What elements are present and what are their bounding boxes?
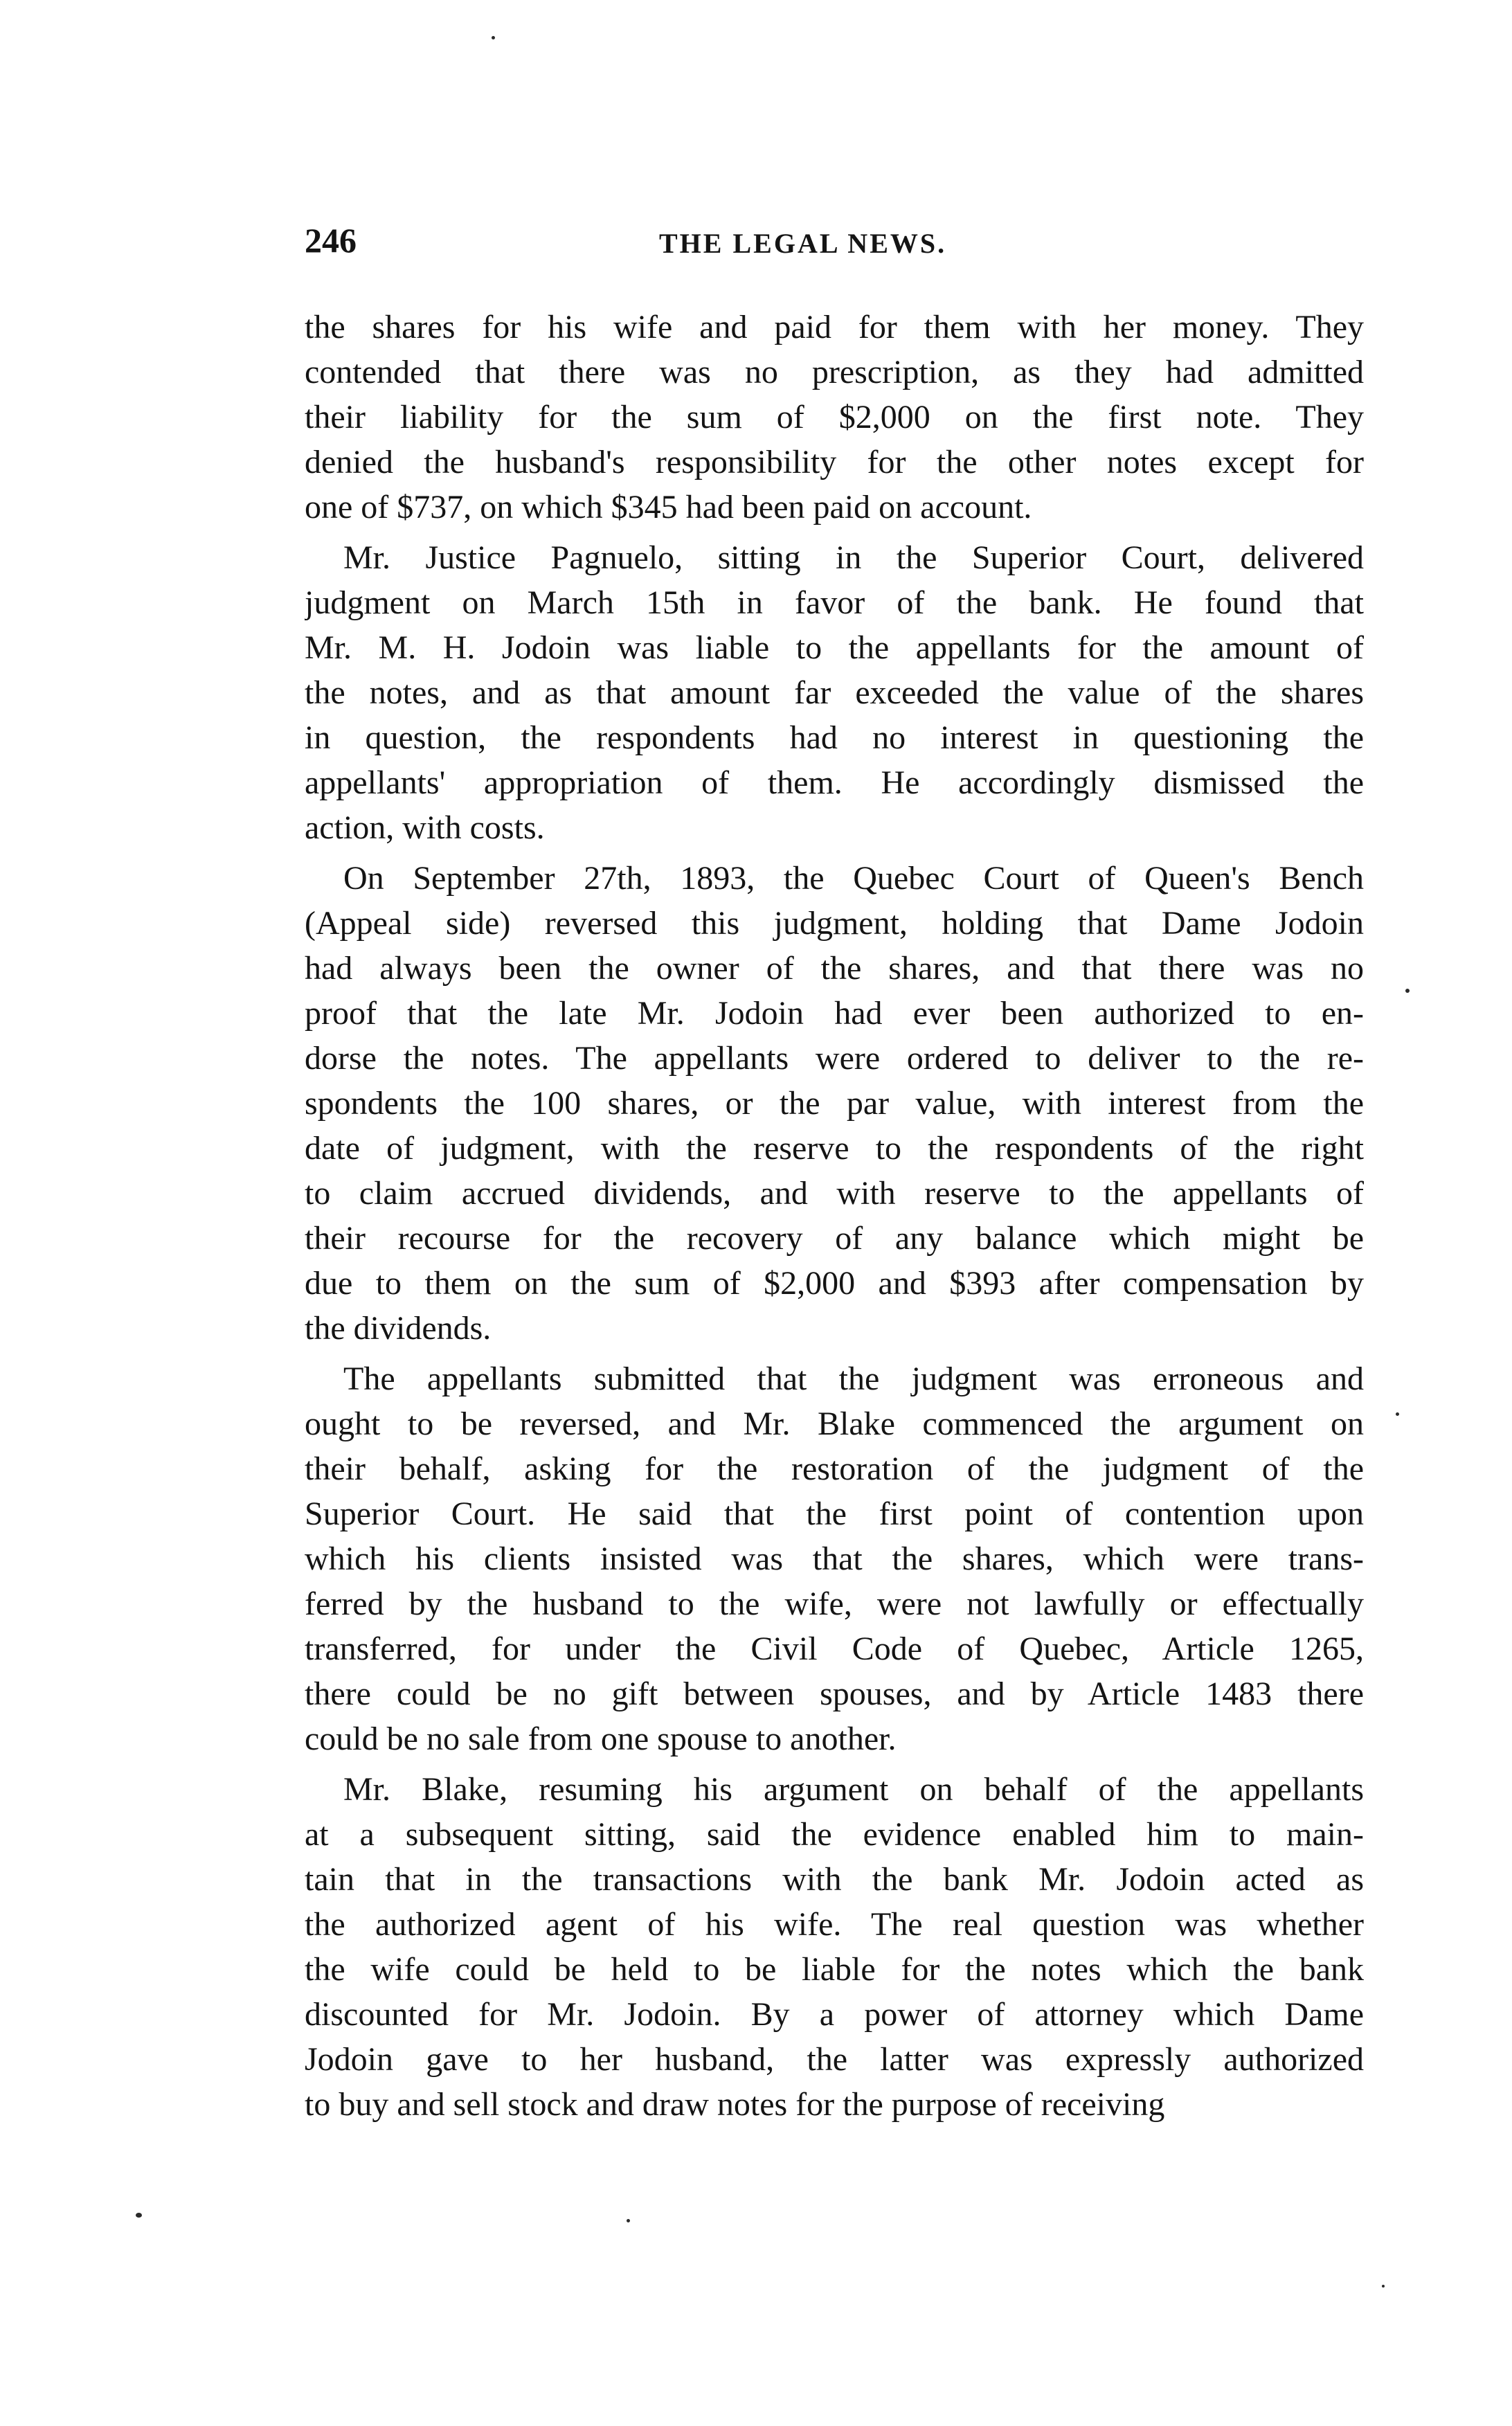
text-line: to buy and sell stock and draw notes for the purpose of receiving — [305, 2086, 1165, 2123]
paragraph — [305, 305, 1364, 530]
text-line: Superior Court. He said that the first point of contention upon — [305, 1495, 1364, 1532]
text-line: denied the husband's responsibility for the other notes except for — [305, 444, 1364, 480]
text-line: could be no sale from one spouse to another. — [305, 1720, 897, 1757]
text-line: action, with costs. — [305, 809, 545, 846]
paragraph — [305, 535, 1364, 850]
text-line: appellants' appropriation of them. He accordingly dismissed the — [305, 764, 1364, 801]
text-line: The appellants submitted that the judgment was erroneous and — [343, 1360, 1364, 1397]
text-line: ferred by the husband to the wife, were not lawfully or effectually — [305, 1585, 1364, 1622]
text-line: to claim accrued dividends, and with reserve to the appellants of — [305, 1175, 1364, 1212]
text-line: the authorized agent of his wife. The real question was whether — [305, 1906, 1364, 1943]
text-line: (Appeal side) reversed this judgment, holding that Dame Jodoin — [305, 905, 1364, 942]
scan-speck — [1405, 989, 1410, 993]
text-line: which his clients insisted was that the shares, which were trans- — [305, 1540, 1364, 1577]
paragraph — [305, 1356, 1364, 1761]
scan-speck — [136, 2213, 142, 2218]
text-line: Mr. M. H. Jodoin was liable to the appellants for the amount of — [305, 629, 1364, 666]
body-text — [305, 305, 1364, 2132]
page-header — [305, 220, 1364, 269]
text-line: ought to be reversed, and Mr. Blake commenced the argument on — [305, 1405, 1364, 1442]
text-line: the notes, and as that amount far exceeded the value of the shares — [305, 674, 1364, 711]
scan-speck — [492, 36, 495, 39]
text-line: transferred, for under the Civil Code of Quebec, Article 1265, — [305, 1630, 1364, 1667]
running-title: THE LEGAL NEWS. — [659, 228, 947, 259]
text-line: Jodoin gave to her husband, the latter was expressly authorized — [305, 2041, 1364, 2078]
text-line: Mr. Blake, resuming his argument on behalf of the appellants — [343, 1771, 1364, 1808]
text-line: the wife could be held to be liable for the notes which the bank — [305, 1951, 1364, 1988]
text-line: discounted for Mr. Jodoin. By a power of attorney which Dame — [305, 1996, 1364, 2033]
text-line: in question, the respondents had no interest in questioning the — [305, 719, 1364, 756]
text-line: had always been the owner of the shares, and that there was no — [305, 950, 1364, 987]
text-line: dorse the notes. The appellants were ordered to deliver to the re- — [305, 1040, 1364, 1077]
text-line: On September 27th, 1893, the Quebec Court of Queen's Bench — [343, 860, 1364, 897]
text-line: spondents the 100 shares, or the par value, with interest from the — [305, 1085, 1364, 1122]
text-line: the dividends. — [305, 1310, 492, 1347]
text-line: at a subsequent sitting, said the evidence enabled him to main- — [305, 1816, 1364, 1853]
text-line: date of judgment, with the reserve to the respondents of the right — [305, 1130, 1364, 1167]
paragraph — [305, 1767, 1364, 2127]
text-line: Mr. Justice Pagnuelo, sitting in the Superior Court, delivered — [343, 539, 1364, 576]
text-line: their behalf, asking for the restoration of the judgment of the — [305, 1450, 1364, 1487]
text-line: proof that the late Mr. Jodoin had ever been authorized to en- — [305, 995, 1364, 1032]
text-line: their recourse for the recovery of any balance which might be — [305, 1220, 1364, 1257]
scan-speck — [1396, 1412, 1399, 1416]
scan-speck — [627, 2219, 630, 2222]
page-number: 246 — [305, 221, 357, 260]
paragraph — [305, 856, 1364, 1351]
text-line: one of $737, on which $345 had been paid on account. — [305, 489, 1032, 525]
scan-speck — [1382, 2285, 1385, 2288]
text-line: there could be no gift between spouses, and by Article 1483 there — [305, 1675, 1364, 1712]
text-line: contended that there was no prescription, as they had admitted — [305, 354, 1364, 390]
text-line: due to them on the sum of $2,000 and $393 after compensation by — [305, 1265, 1364, 1302]
text-line: their liability for the sum of $2,000 on the first note. They — [305, 399, 1364, 435]
text-line: judgment on March 15th in favor of the bank. He found that — [305, 584, 1364, 621]
text-line: the shares for his wife and paid for them with her money. They — [305, 309, 1364, 345]
text-line: tain that in the transactions with the bank Mr. Jodoin acted as — [305, 1861, 1364, 1898]
